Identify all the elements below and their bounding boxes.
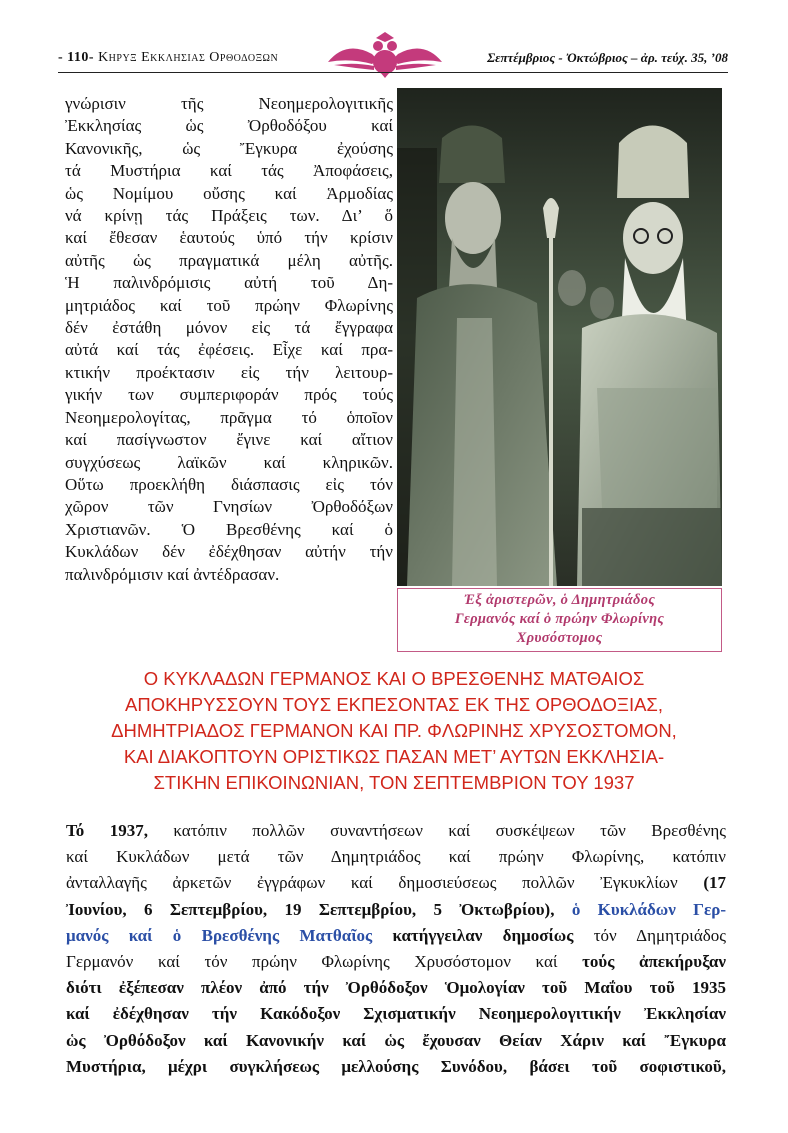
text-line [66,870,726,896]
section-heading [62,666,726,796]
text-line [66,818,726,844]
text-line: Κανονικῆς, ὡς Ἔγκυρα ἐχούσης [65,138,393,158]
text-line: καί πασίγνωστον ἔγινε καί αἴτιον [65,430,393,450]
text-line: γικήν των συμπεριφοράν πρός τούς [65,385,393,405]
heading-line: ΚΑΙ ΔΙΑΚΟΠΤΟΥΝ ΟΡΙΣΤΙΚΩΣ ΠΑΣΑΝ ΜΕΤ’ ΑΥΤΩΝ ΕΚΚΛΗΣΙΑ- [123,746,665,767]
text-line: Ἡ παλινδρόμισις αὐτή τοῦ Δη- [65,273,393,293]
text-line [66,897,726,923]
caption-line: Ἐξ ἀριστερῶν, ὁ Δημητριάδος [463,592,656,608]
photo-caption [397,588,722,652]
year-1937: Τό 1937, [66,821,148,840]
text-run-bold: κατήγγειλαν δημοσίως [372,925,574,945]
issue-info: Σεπτέμβριος - Ὀκτώβριος – ἀρ. τεύχ. 35, ’08 [487,50,728,65]
text-run-blue: ὁ Κυκλάδων Γερ- [554,899,726,919]
text-run-bold: (17 [703,873,726,893]
text-line: νά κρίνῃ τάς Πράξεις των. Δι’ ὅ [65,206,393,226]
text-line: ὡς Νομίμου οὔσης καί Ἁρμοδίας [65,183,393,203]
text-line [66,923,726,949]
header-rule [58,72,728,73]
text-line: δέν ἐστάθη μόνον εἰς τά ἔγγραφα [65,318,393,338]
text-run-bold: Ἰουνίου, 6 Σεπτεμβρίου, 19 Σεπτεμβρίου, 5 Ὀκτωβρίου), [66,899,555,919]
text-run: ἀνταλλαγῆς ἀρκετῶν ἐγγράφων καί δημοσιεύσεως πολλῶν Ἐγκυκλίων [66,873,704,893]
caption-line: Γερμανός καί ὁ πρώην Φλωρίνης [454,611,665,627]
text-line: Ἐκκλησίας ὡς Ὀρθοδόξου καί [65,116,393,136]
text-line: καί ἔθεσαν ἑαυτούς ὑπό τήν κρίσιν [65,228,393,248]
text-line: Μυστήρια, μέχρι συγκλήσεως μελλούσης Συνόδου, βάσει τοῦ σοφιστικοῦ, [66,1056,726,1076]
text-line: διότι ἐξέπεσαν πλέον ἀπό τήν Ὀρθόδοξον Ὁμολογίαν τοῦ Μαΐου τοῦ 1935 [66,978,726,998]
heading-line: ΣΤΙΚΗΝ ΕΠΙΚΟΙΝΩΝΙΑΝ, ΤΟΝ ΣΕΠΤΕΜΒΡΙΟΝ ΤΟΥ 1937 [153,772,635,793]
text-run: κατόπιν πολλῶν συναντήσεων καί συσκέψεων τῶν Βρεσθένης [147,821,726,840]
text-line [66,949,726,975]
text-line: Κυκλάδων δέν ἐδέχθησαν αὐτήν τήν [65,542,393,562]
heading-line: ΔΗΜΗΤΡΙΑΔΟΣ ΓΕΡΜΑΝΟΝ ΚΑΙ ΠΡ. ΦΛΩΡΙΝΗΣ ΧΡΥΣΟΣΤΟΜΟΝ, [111,720,677,741]
text-run-bold: τούς ἀπεκήρυξαν [582,952,727,972]
text-line: Χριστιανῶν. Ὁ Βρεσθένης καί ὁ [65,519,393,539]
text-line: ὡς Ὀρθόδοξον καί Κανονικήν καί ὡς ἔχουσαν Θείαν Χάριν καί Ἔγκυρα [66,1030,726,1050]
text-line: αὐτά καί τάς ἐφέσεις. Εἶχε καί πρα- [65,340,393,360]
page-number: - 110- [58,50,95,65]
text-line: παλινδρόμισιν καί ἀντέδρασαν. [65,564,280,584]
text-line: χῶρον τῶν Γνησίων Ὀρθοδόξων [65,497,393,517]
body-paragraph [66,818,726,1080]
text-run: Γερμανόν καί τόν πρώην Φλωρίνης Χρυσόστομον καί [66,952,583,972]
text-line: συγχύσεως λαϊκῶν καί κληρικῶν. [65,452,393,472]
intro-column [65,93,393,586]
caption-line: Χρυσόστομος [516,630,603,646]
journal-title: Κηρυξ Εκκλησιας Ορθοδοξων [98,50,279,65]
text-line: Νεοημερολογίτας, πρᾶγμα τό ὁποῖον [65,407,393,427]
text-run: τόν Δημητριάδος [573,925,727,945]
page-header [58,42,728,76]
header-left [58,50,278,66]
text-line: μητριάδος καί τοῦ πρώην Φλωρίνης [65,295,393,315]
text-line: καί Κυκλάδων μετά τῶν Δημητριάδος καί πρώην Φλωρίνης, κατόπιν [66,847,726,867]
text-line: αὐτῆς ὡς πραγματικά μέλη αὐτῆς. [65,250,393,270]
text-line: καί ἐδέχθησαν τήν Κακόδοξον Σχισματικήν Νεοημερολογιτικήν Ἐκκλησίαν [66,1004,726,1024]
text-line: Οὕτω προεκλήθη διάσπασις εἰς τόν [65,474,393,494]
heading-line: Ο ΚΥΚΛΑΔΩΝ ΓΕΡΜΑΝΟΣ ΚΑΙ Ο ΒΡΕΣΘΕΝΗΣ ΜΑΤΘΑΙΟΣ [143,668,645,689]
historical-photo [397,88,722,586]
heading-line: ΑΠΟΚΗΡΥΣΣΟΥΝ ΤΟΥΣ ΕΚΠΕΣΟΝΤΑΣ ΕΚ ΤΗΣ ΟΡΘΟΔΟΞΙΑΣ, [125,694,663,715]
text-line: τά Μυστήρια καί τάς Ἀποφάσεις, [65,161,393,181]
text-line: κτικήν προέκτασιν εἰς τήν λειτουρ- [65,362,393,382]
text-line: γνώρισιν τῆς Νεοημερολογιτικῆς [65,94,393,113]
text-run-blue: μανός καί ὁ Βρεσθένης Ματθαῖος [66,925,373,945]
